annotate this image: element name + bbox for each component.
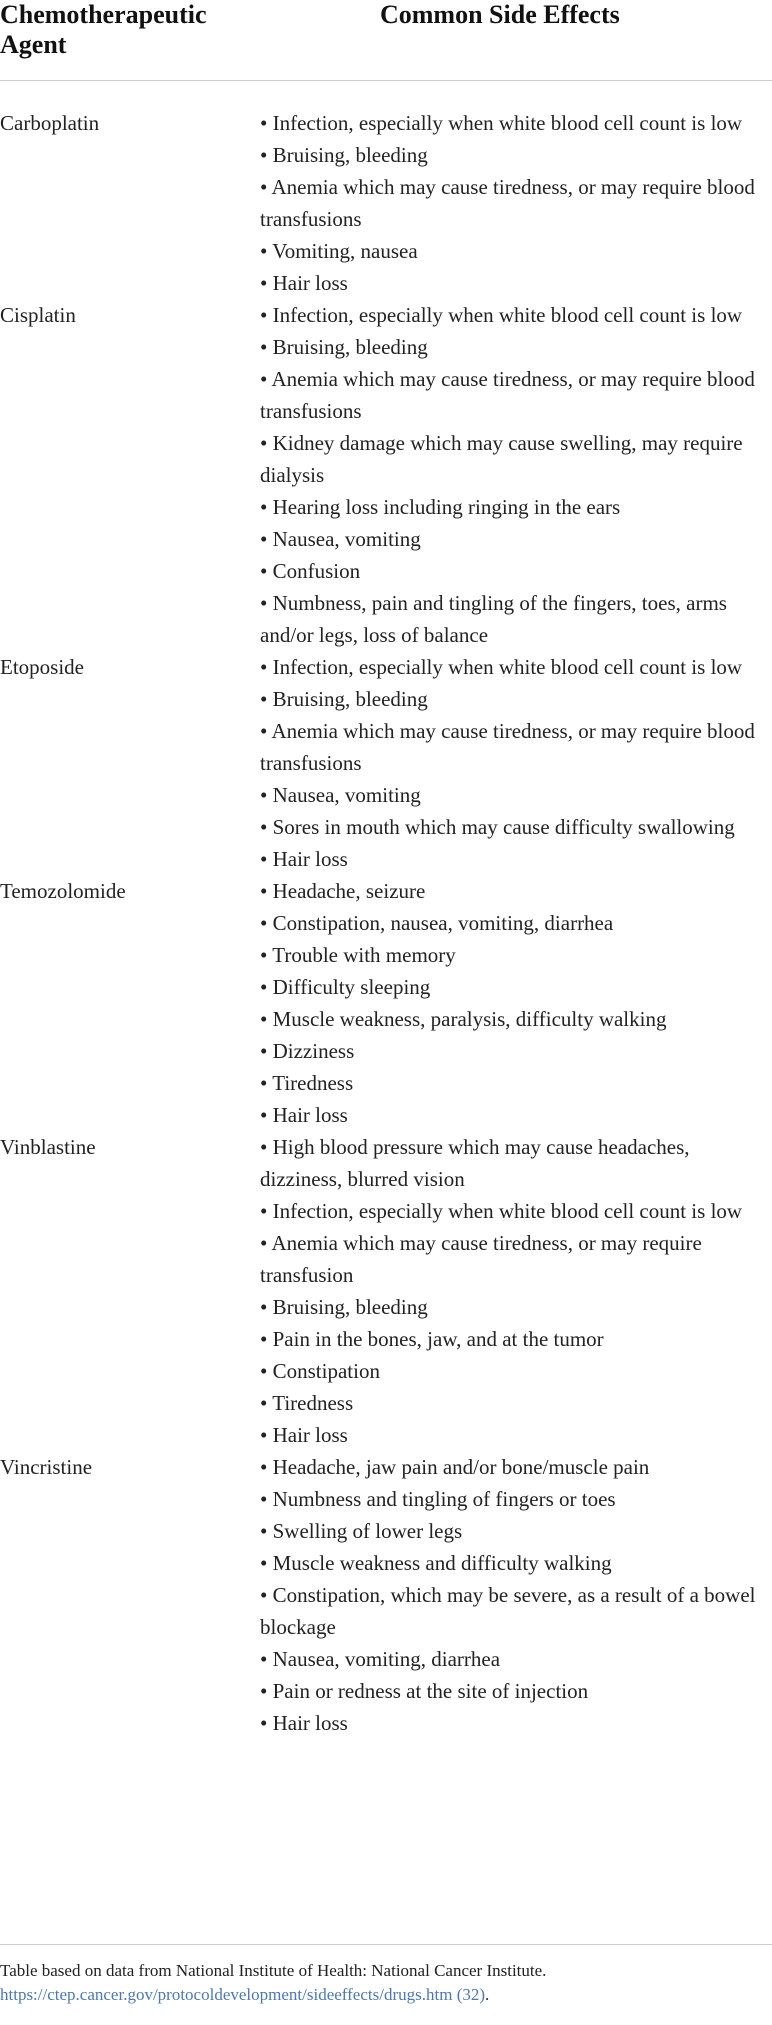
side-effect-item: • Infection, especially when white blood cell count is low — [260, 651, 772, 683]
side-effects-list — [260, 651, 772, 875]
side-effect-item: • Bruising, bleeding — [260, 683, 772, 715]
footnote-text: Table based on data from National Institute of Health: National Cancer Institute. — [0, 1961, 547, 1980]
table-row — [0, 107, 772, 299]
table-row — [0, 1131, 772, 1451]
side-effect-item: • Bruising, bleeding — [260, 331, 772, 363]
agent-name: Vinblastine — [0, 1135, 96, 1159]
table-header — [0, 0, 772, 81]
side-effects-list — [260, 107, 772, 299]
side-effect-item: • Tiredness — [260, 1387, 772, 1419]
side-effects-list — [260, 875, 772, 1131]
side-effect-item: • Pain or redness at the site of injection — [260, 1675, 772, 1707]
side-effect-item: • Numbness and tingling of fingers or toes — [260, 1483, 772, 1515]
side-effect-item: • Bruising, bleeding — [260, 1291, 772, 1323]
side-effect-item: • Headache, jaw pain and/or bone/muscle pain — [260, 1451, 772, 1483]
side-effect-item: • Anemia which may cause tiredness, or may require transfusion — [260, 1227, 772, 1291]
agent-name: Carboplatin — [0, 111, 100, 135]
side-effect-item: • Tiredness — [260, 1067, 772, 1099]
side-effect-item: • Difficulty sleeping — [260, 971, 772, 1003]
side-effect-item: • Swelling of lower legs — [260, 1515, 772, 1547]
agent-name: Vincristine — [0, 1455, 93, 1479]
side-effect-item: • Hair loss — [260, 267, 772, 299]
header-agent: Chemotherapeutic Agent — [0, 0, 207, 59]
table-row — [0, 1451, 772, 1739]
side-effect-item: • Anemia which may cause tiredness, or may require blood transfusions — [260, 171, 772, 235]
side-effect-item: • Trouble with memory — [260, 939, 772, 971]
side-effect-item: • Muscle weakness and difficulty walking — [260, 1547, 772, 1579]
side-effect-item: • Anemia which may cause tiredness, or may require blood transfusions — [260, 363, 772, 427]
side-effect-item: • Anemia which may cause tiredness, or may require blood transfusions — [260, 715, 772, 779]
side-effect-item: • Pain in the bones, jaw, and at the tumor — [260, 1323, 772, 1355]
side-effect-item: • Nausea, vomiting — [260, 523, 772, 555]
table-body — [0, 81, 772, 1739]
side-effect-item: • Nausea, vomiting, diarrhea — [260, 1643, 772, 1675]
side-effect-item: • Hair loss — [260, 843, 772, 875]
footnote-link[interactable]: https://ctep.cancer.gov/protocoldevelopment/sideeffects/drugs.htm — [0, 1985, 453, 2004]
side-effect-item: • Numbness, pain and tingling of the fingers, toes, arms and/or legs, loss of balance — [260, 587, 772, 651]
agent-name: Etoposide — [0, 655, 84, 679]
side-effect-item: • Hair loss — [260, 1419, 772, 1451]
side-effect-item: • Nausea, vomiting — [260, 779, 772, 811]
agent-name: Cisplatin — [0, 303, 76, 327]
side-effect-item: • Sores in mouth which may cause difficulty swallowing — [260, 811, 772, 843]
table-footnote — [0, 1944, 772, 2007]
table-row — [0, 875, 772, 1131]
side-effect-item: • Constipation, nausea, vomiting, diarrhea — [260, 907, 772, 939]
table-row — [0, 651, 772, 875]
side-effect-item: • Constipation, which may be severe, as a result of a bowel blockage — [260, 1579, 772, 1643]
side-effect-item: • Kidney damage which may cause swelling, may require dialysis — [260, 427, 772, 491]
footnote-period: . — [485, 1985, 490, 2004]
side-effects-list — [260, 1131, 772, 1451]
side-effect-item: • Infection, especially when white blood cell count is low — [260, 107, 772, 139]
side-effect-item: • Infection, especially when white blood cell count is low — [260, 1195, 772, 1227]
header-side-effects: Common Side Effects — [380, 0, 620, 29]
side-effect-item: • Hair loss — [260, 1707, 772, 1739]
side-effect-item: • Infection, especially when white blood cell count is low — [260, 299, 772, 331]
side-effect-item: • High blood pressure which may cause headaches, dizziness, blurred vision — [260, 1131, 772, 1195]
side-effect-item: • Hearing loss including ringing in the ears — [260, 491, 772, 523]
agent-name: Temozolomide — [0, 879, 126, 903]
side-effect-item: • Bruising, bleeding — [260, 139, 772, 171]
side-effects-list — [260, 299, 772, 651]
side-effects-list — [260, 1451, 772, 1739]
side-effect-item: • Muscle weakness, paralysis, difficulty walking — [260, 1003, 772, 1035]
footnote-reference[interactable]: (32) — [456, 1985, 486, 2004]
side-effect-item: • Hair loss — [260, 1099, 772, 1131]
side-effect-item: • Dizziness — [260, 1035, 772, 1067]
side-effect-item: • Constipation — [260, 1355, 772, 1387]
table-row — [0, 299, 772, 651]
side-effect-item: • Vomiting, nausea — [260, 235, 772, 267]
side-effect-item: • Headache, seizure — [260, 875, 772, 907]
side-effect-item: • Confusion — [260, 555, 772, 587]
